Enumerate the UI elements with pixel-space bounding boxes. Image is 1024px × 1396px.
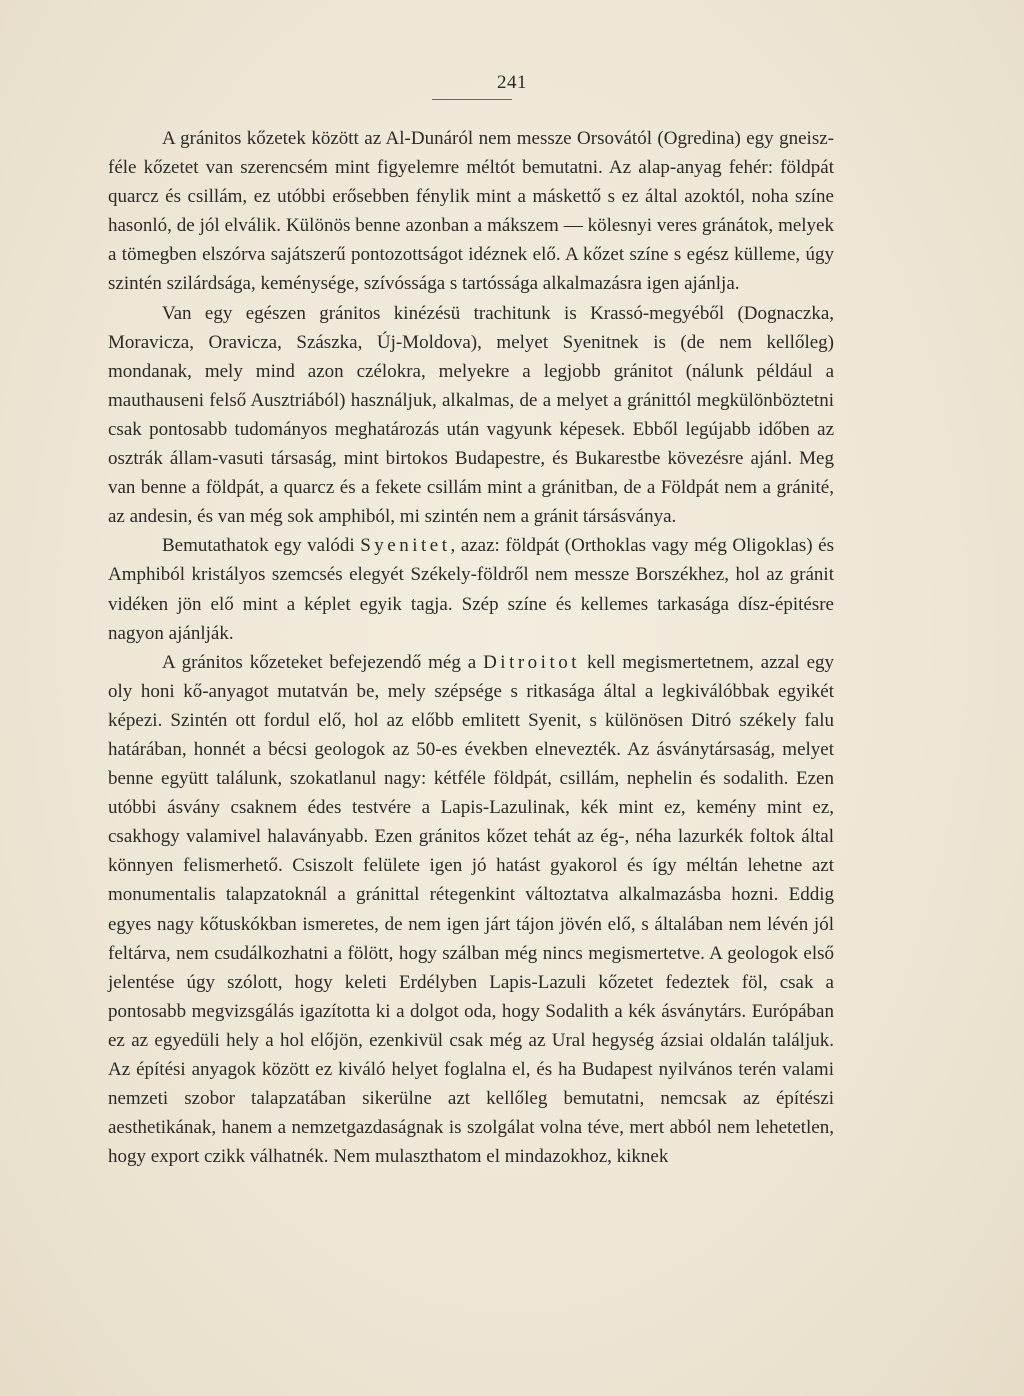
- paragraph: [108, 299, 834, 532]
- paragraph-text: Van egy egészen gránitos kinézésü trachitunk is Krassó-megyéből (Dognaczka, Moravicza, Oravicza, Szászka, Új-Moldova), melyet Syenitnek is (de nem kellőleg) mondanak, mely mind azon czélokra, melyekre a legjobb gránitot (nálunk például a mauthauseni felső Ausztriából) használjuk, alkalmas, de a melyet a gránittól megkülönböztetni csak pontosabb tudományos meghatározás után vagyunk képesek. Ebből legújabb időben az osztrák állam-vasuti társaság, mint birtokos Budapestre, és Bukarestbe kövezésre ajánl. Meg van benne a földpát, a quarcz és a fekete csillám mint a gránitban, de a Földpát nem a gránité, az andesin, és van még sok amphiból, mi szintén nem a gránit társásványa.: [108, 302, 834, 528]
- paragraph-text: kell megismertetnem, azzal egy oly honi kő-anyagot mutatván be, mely szépsége s ritkasága által a legkiválóbbak egyikét képezi. Szintén ott fordul elő, hol az előbb emlitett Syenit, s különösen Ditró székely falu határában, honnét a bécsi geologok az 50-es években elnevezték. Az ásványtársaság, melyet benne együtt találunk, szokatlanul nagy: kétféle földpát, csillám, nephelin és sodalith. Ezen utóbbi ásvány csaknem édes testvére a Lapis-Lazulinak, kék mint ez, kemény mint ez, csakhogy valamivel halaványabb. Ezen gránitos kőzet tehát az ég-, néha lazurkék foltok által könnyen felismerhető. Csiszolt felülete igen jó hatást gyakorol és így méltán lehetne azt monumentalis talapzatoknál a gránittal rétegenkint változtatva alkalmazásba hozni. Eddig egyes nagy kőtuskókban ismeretes, de nem igen járt tájon jövén elő, s általában nem lévén jól feltárva, nem csudálkozhatni a fölött, hogy szálban még nincs megismertetve. A geologok első jelentése úgy szólott, hogy keleti Erdélyben Lapis-Lazuli kőzetet fedeztek föl, csak a pontosabb megvizsgálás igazította ki a dolgot oda, hogy Sodalith a kék ásványtárs. Európában ez az egyedüli hely a hol előjön, ezenkivül csak még az Ural hegység ázsiai oldalán találjuk. Az építési anyagok között ez kiváló helyet foglalna el, és ha Budapest nyilvános terén valami nemzeti szobor talapzatában sikerülne azt kellőleg bemutatni, nemcsak az építészi aesthetikának, hanem a nemzetgazdaságnak is szolgálat volna téve, mert abból nem lehetetlen, hogy export czikk válhatnék. Nem mulaszthatom el mindazokhoz, kiknek: [108, 651, 834, 1168]
- paragraph-text: A gránitos kőzetek között az Al-Dunáról nem messze Orsovától (Ogredina) egy gneisz-féle kőzetet van szerencsém mint figyelemre méltót bemutatni. Az alap-anyag fehér: földpát quarcz és csillám, ez utóbbi erősebben fénylik mint a máskettő s ez által azoktól, noha színe hasonló, de jól elválik. Különös benne azonban a mákszem — kölesnyi veres gránátok, melyek a tömegben elszórva sajátszerű pontozottságot idéznek elő. A kőzet színe s egész külleme, úgy szintén szilárdsága, keménysége, szívóssága s tartóssága alkalmazásra igen ajánlja.: [108, 128, 834, 295]
- paragraph-text: A gránitos kőzeteket befejezendő még a: [162, 651, 484, 673]
- spaced-term-syenitet: Syenitet: [360, 535, 451, 557]
- page-number: 241: [497, 72, 527, 93]
- paragraph: [108, 531, 834, 647]
- spaced-term-ditroitot: Ditroitot: [483, 651, 581, 673]
- paragraph-text: Bemutathatok egy valódi: [162, 535, 361, 557]
- paragraph: [108, 648, 834, 1172]
- paragraph-text: , azaz: földpát (Orthoklas vagy még Oligoklas) és Amphiból kristályos szemcsés elegyét Székely-földről nem messze Borszékhez, hol az gránit vidéken jön elő mint a képlet egyik tagja. Szép színe és kellemes tarkasága dísz-épitésre nagyon ajánlják.: [108, 535, 834, 644]
- page-number-rule: [432, 99, 512, 100]
- body-text: [108, 124, 834, 1171]
- paragraph: [108, 124, 834, 299]
